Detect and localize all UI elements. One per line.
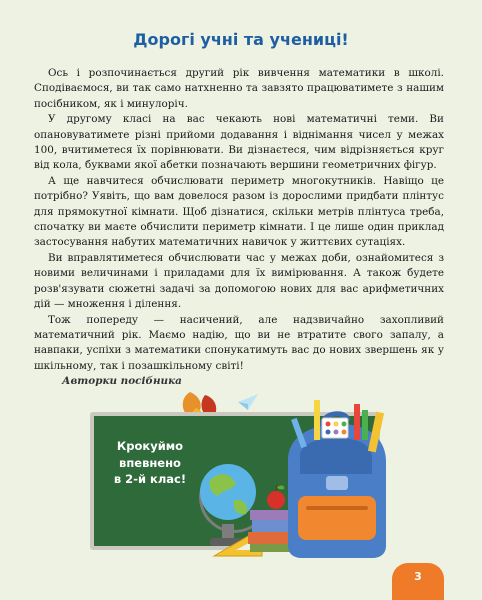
apple-icon (267, 485, 285, 509)
page-number: 3 (414, 570, 422, 583)
paragraph: Тож попереду — насичений, але надзвичайно захопливий математичний рік. Маємо надію, що ви не втратите свого запалу, а навпаки, успіхи з математики спонукатимуть вас до нових звершень як у шкільному, так і позашкільному світі! (34, 313, 444, 372)
chalkboard-line: Крокуймо (116, 439, 184, 453)
chalkboard-line: впевнено (119, 455, 181, 470)
paragraph: А ще навчитеся обчислювати периметр многокутників. Навіщо це потрібно? Уявіть, що вам довелося разом із дорослими придбати плінтус для прямокутної кімнати. Щоб дізнатися, скільки метрів плінтуса треба, спочатку ви маєте обчислити периметр кімнати. І це лише один приклад застосування набутих математичних навичок у життєвих сутаціях. (34, 174, 444, 249)
chalkboard-line: в 2-й клас! (113, 472, 187, 486)
paint-palette-icon (322, 418, 348, 438)
paragraph: Ви вправлятиметеся обчислювати час у межах доби, ознайомитеся з новими величинами і приладами для їх вимірювання. А також будете розв'язувати сюжетні задачі за допомогою нових для вас арифметичних дій — множення і ділення. (34, 251, 444, 311)
paragraph: У другому класі на вас чекають нові математичні теми. Ви опановуватимете різні прийоми додавання і віднімання чисел у межах 100, вчитиметеся їх порівнювати. Ви дізнаєтеся, чим відрізняється круг від кола, буквами якої абетки позначають вершини геометричних фігур. (34, 113, 444, 172)
page-title: Дорогі учні та учениці! (133, 30, 349, 49)
paragraph: Ось і розпочинається другий рік вивчення математики в школі. Сподіваємося, ви так само натхненно та завзято працюватимете з нашим посібником, як і минулоріч. (34, 67, 444, 110)
signature: Авторки посібника (62, 375, 182, 388)
